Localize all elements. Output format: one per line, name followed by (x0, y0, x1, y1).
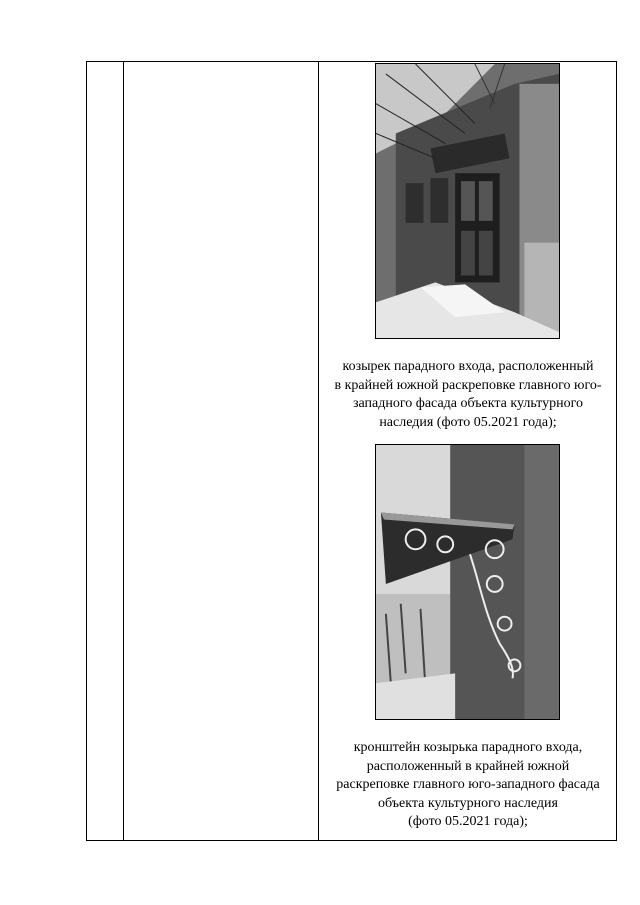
photo-entrance-canopy (375, 63, 560, 339)
table-cell-description (319, 62, 617, 840)
content-table (86, 61, 617, 841)
photo-caption: козырек парадного входа, расположенный в крайней южной раскреповке главного юго- западного фасада объекта культурного наследия (фото 05.2021 года); (334, 359, 602, 430)
photo-caption: кронштейн козырька парадного входа, расположенный в крайней южной раскреповке главного юго-западного фасада объекта культурного наследия (фото 05.2021 года); (336, 740, 600, 829)
column-divider (123, 62, 124, 840)
photo-canopy-bracket (375, 444, 560, 720)
